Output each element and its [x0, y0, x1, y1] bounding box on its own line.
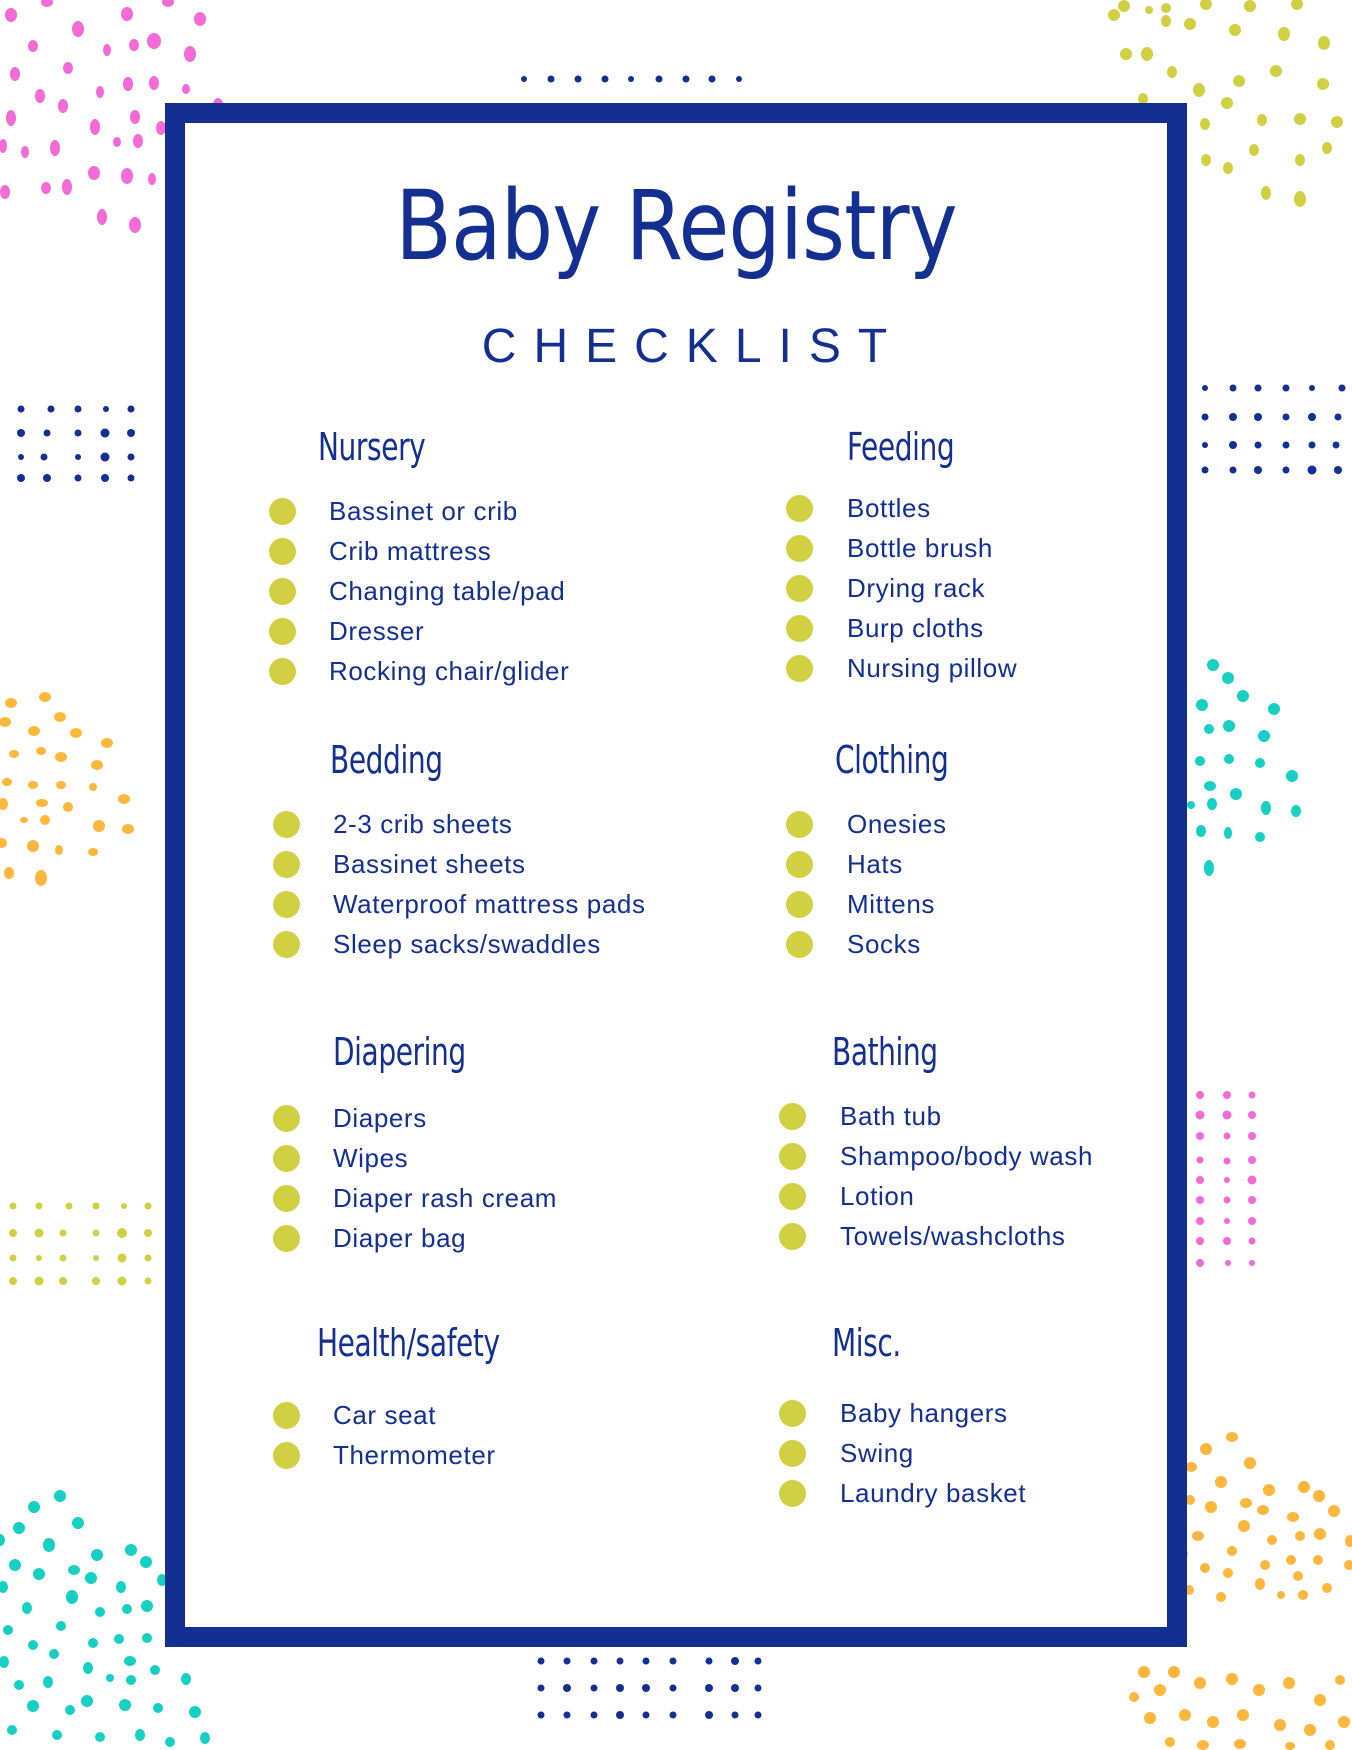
- bullet-circle-icon: [786, 615, 813, 642]
- bullet-circle-icon: [269, 578, 296, 605]
- checklist-frame: [165, 103, 1187, 1647]
- bullet-circle-icon: [786, 655, 813, 682]
- bullet-circle-icon: [786, 575, 813, 602]
- blue-dot-grid-bottom-icon: [538, 1657, 762, 1719]
- bullet-circle-icon: [273, 851, 300, 878]
- bullet-circle-icon: [273, 1402, 300, 1429]
- bullet-circle-icon: [273, 931, 300, 958]
- bullet-circle-icon: [786, 891, 813, 918]
- bullet-circle-icon: [786, 535, 813, 562]
- bullet-circle-icon: [786, 495, 813, 522]
- bullet-circle-icon: [786, 931, 813, 958]
- blue-dot-grid-right-icon: [1202, 385, 1346, 475]
- bullet-circle-icon: [779, 1440, 806, 1467]
- section-heading: Feeding: [847, 425, 955, 469]
- bullet-circle-icon: [779, 1143, 806, 1170]
- bullet-circle-icon: [273, 1225, 300, 1252]
- bullet-circle-icon: [779, 1103, 806, 1130]
- page-title: Baby Registry: [395, 170, 957, 282]
- bullet-circle-icon: [269, 538, 296, 565]
- bullet-circle-icon: [786, 811, 813, 838]
- bullet-circle-icon: [779, 1223, 806, 1250]
- bullet-circle-icon: [273, 1185, 300, 1212]
- bullet-circle-icon: [273, 1442, 300, 1469]
- bullet-circle-icon: [786, 851, 813, 878]
- bullet-circle-icon: [779, 1480, 806, 1507]
- bullet-circle-icon: [273, 811, 300, 838]
- teal-dot-cluster-right-icon: [1187, 659, 1301, 876]
- bullet-circle-icon: [273, 891, 300, 918]
- yellow-dot-grid-left-icon: [9, 1203, 152, 1286]
- section-heading: Misc.: [832, 1321, 901, 1365]
- pink-dot-grid-right-icon: [1196, 1091, 1257, 1267]
- section-heading: Bathing: [832, 1030, 938, 1074]
- bullet-circle-icon: [779, 1400, 806, 1427]
- bullet-circle-icon: [269, 498, 296, 525]
- bullet-circle-icon: [779, 1183, 806, 1210]
- section-heading: Clothing: [835, 738, 949, 782]
- section-heading: Bedding: [330, 738, 443, 782]
- blue-dot-grid-left-icon: [17, 406, 135, 483]
- section-heading: Nursery: [318, 425, 426, 469]
- bullet-circle-icon: [269, 658, 296, 685]
- page-subtitle: CHECKLIST: [481, 320, 905, 373]
- bullet-circle-icon: [269, 618, 296, 645]
- orange-dot-cluster-icon: [0, 692, 134, 886]
- section-heading: Health/safety: [317, 1321, 500, 1365]
- bullet-circle-icon: [273, 1145, 300, 1172]
- section-heading: Diapering: [333, 1030, 466, 1074]
- bullet-circle-icon: [273, 1105, 300, 1132]
